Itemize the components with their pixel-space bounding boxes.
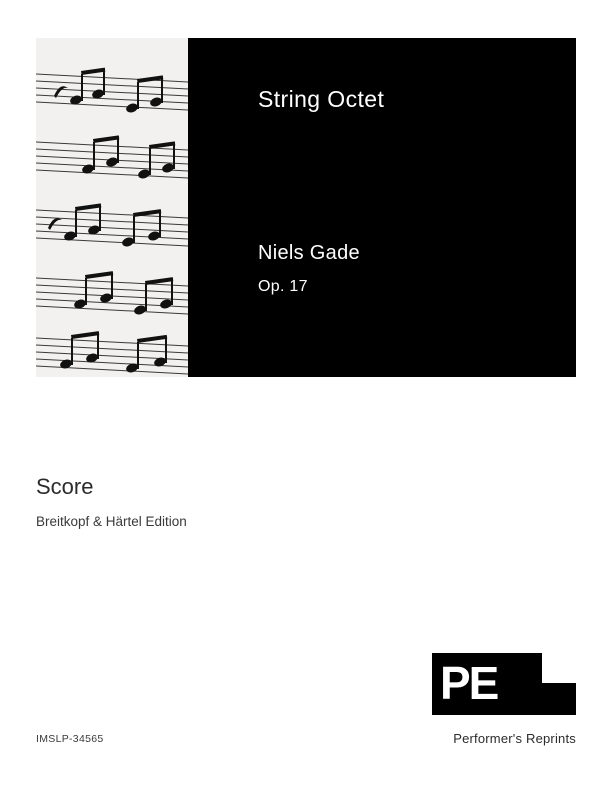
publisher-name: Performer's Reprints — [453, 731, 576, 746]
logo-notch — [542, 653, 576, 683]
opus-number: Op. 17 — [258, 278, 308, 295]
cover-hero-text-block — [188, 38, 576, 377]
performers-reprints-logo-icon — [432, 653, 576, 715]
music-notation-icon — [36, 38, 188, 377]
catalog-id: IMSLP-34565 — [36, 733, 104, 745]
edition-label: Breitkopf & Härtel Edition — [36, 514, 187, 529]
composer-name: Niels Gade — [258, 242, 360, 264]
logo-initials: PE — [440, 657, 498, 709]
cover-hero-banner — [36, 38, 576, 377]
work-title: String Octet — [258, 86, 385, 112]
score-type-label: Score — [36, 474, 94, 499]
